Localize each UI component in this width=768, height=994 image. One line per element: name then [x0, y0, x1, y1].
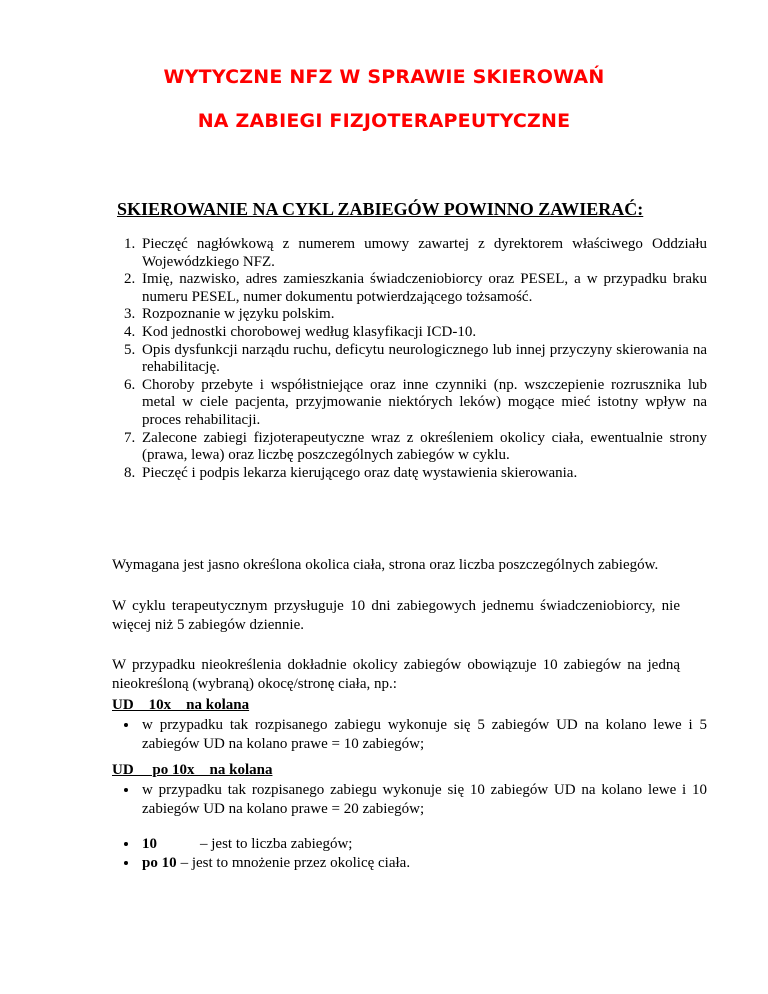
- section-heading: SKIEROWANIE NA CYKL ZABIEGÓW POWINNO ZAWIERAĆ:: [117, 199, 644, 219]
- document-title-line-2: NA ZABIEGI FIZJOTERAPEUTYCZNE: [197, 110, 571, 132]
- legend-text: – jest to liczba zabiegów;: [200, 836, 353, 852]
- example-2-list: [112, 781, 707, 819]
- requirement-item: 2. Imię, nazwisko, adres zamieszkania świadczeniobiorcy oraz PESEL, a w przypadku braku numeru PESEL, numer dokumentu potwierdzającego tożsamość.: [139, 271, 707, 306]
- example-1-list: [112, 716, 707, 754]
- example-1-bullet: • w przypadku tak rozpisanego zabiegu wykonuje się 5 zabiegów UD na kolano lewe i 5 zabiegów UD na kolano prawe = 10 zabiegów;: [139, 716, 707, 754]
- paragraph-treatment-days: W cyklu terapeutycznym przysługuje 10 dni zabiegowych jednemu świadczeniobiorcy, nie więcej niż 5 zabiegów dziennie.: [112, 598, 680, 633]
- legend-item: [139, 854, 707, 873]
- requirement-item: 4. Kod jednostki chorobowej według klasyfikacji ICD-10.: [139, 324, 707, 342]
- legend-key: 10: [142, 836, 157, 852]
- example-1-heading: UD 10x na kolana: [112, 697, 250, 713]
- paragraph-unspecified-area: W przypadku nieokreślenia dokładnie okolicy zabiegów obowiązuje 10 zabiegów na jedną nieokreśloną (wybraną) okocę/stronę ciała, np.:: [112, 657, 680, 692]
- requirement-item: 6. Choroby przebyte i współistniejące oraz inne czynniki (np. wszczepienie rozrusznika lub metal w ciele pacjenta, przyjmowanie niektórych leków) mogące mieć istotny wpływ na proces rehabilitacji.: [139, 377, 707, 430]
- example-2-heading: UD po 10x na kolana: [112, 762, 273, 778]
- requirement-item: 5. Opis dysfunkcji narządu ruchu, deficytu neurologicznego lub innej przyczyny skierowania na rehabilitację.: [139, 342, 707, 377]
- requirement-item: 3. Rozpoznanie w języku polskim.: [139, 306, 707, 324]
- legend-list: [112, 835, 707, 873]
- document-title-line-1: WYTYCZNE NFZ W SPRAWIE SKIEROWAŃ: [163, 66, 605, 88]
- legend-text: – jest to mnożenie przez okolicę ciała.: [180, 855, 411, 871]
- legend-key: po 10: [142, 855, 177, 871]
- requirement-item: 1. Pieczęć nagłówkową z numerem umowy zawartej z dyrektorem właściwego Oddziału Wojewódzkiego NFZ.: [139, 236, 707, 271]
- requirements-list: [112, 236, 707, 482]
- requirement-item: 8. Pieczęć i podpis lekarza kierującego oraz datę wystawienia skierowania.: [139, 465, 707, 483]
- requirement-item: 7. Zalecone zabiegi fizjoterapeutyczne wraz z określeniem okolicy ciała, ewentualnie strony (prawa, lewa) oraz liczbę poszczególnych zabiegów w cyklu.: [139, 430, 707, 465]
- legend-item: [139, 835, 707, 854]
- example-2-bullet: • w przypadku tak rozpisanego zabiegu wykonuje się 10 zabiegów UD na kolano lewe i 10 zabiegów UD na kolano prawe = 20 zabiegów;: [139, 781, 707, 819]
- paragraph-body-area: Wymagana jest jasno określona okolica ciała, strona oraz liczba poszczególnych zabiegów.: [112, 557, 659, 573]
